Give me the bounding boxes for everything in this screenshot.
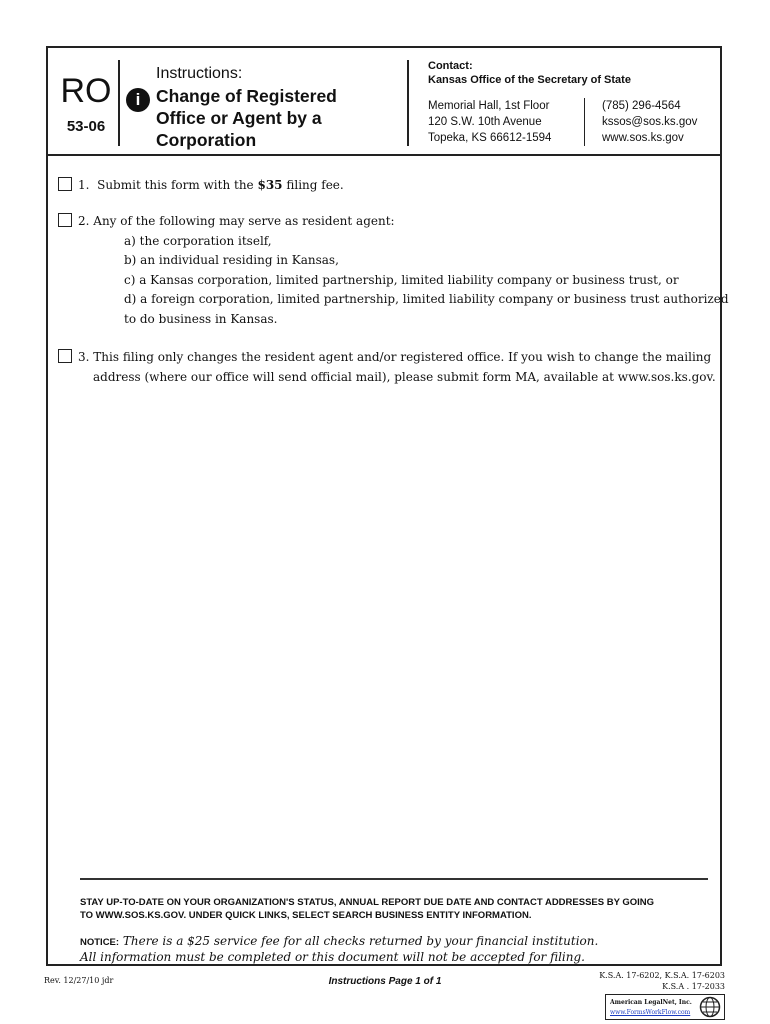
notice xyxy=(80,934,680,964)
instruction-item-1 xyxy=(58,176,708,198)
contact-label: Contact: xyxy=(428,60,473,72)
page-number: Instructions Page 1 of 1 xyxy=(328,976,442,987)
notice-label: NOTICE: xyxy=(80,937,120,948)
form-title-line: Office or Agent by a xyxy=(156,108,322,128)
agent-option: a) the corporation itself, xyxy=(124,233,272,248)
publisher-name: American LegalNet, Inc. xyxy=(610,999,692,1006)
statute-line: K.S.A . 17-2033 xyxy=(662,982,725,991)
statute-line: K.S.A. 17-6202, K.S.A. 17-6203 xyxy=(599,971,725,980)
form-frame xyxy=(46,46,729,966)
form-header xyxy=(48,48,720,156)
address-line: Topeka, KS 66612-1594 xyxy=(428,132,552,144)
instruction-item-2 xyxy=(58,212,729,332)
header-divider xyxy=(118,60,120,146)
form-title xyxy=(156,85,396,151)
agent-option: b) an individual residing in Kansas, xyxy=(124,253,339,267)
item-2-heading: 2. Any of the following may serve as resident agent: xyxy=(78,214,395,228)
header-divider xyxy=(407,60,409,146)
stay-line: TO WWW.SOS.KS.GOV. UNDER QUICK LINKS, SELECT SEARCH BUSINESS ENTITY INFORMATION. xyxy=(80,910,532,921)
form-number: 53-06 xyxy=(66,118,106,135)
notice-line: All information must be completed or this document will not be accepted for filing. xyxy=(80,950,585,964)
contact-address xyxy=(428,98,551,146)
agent-option: d) a foreign corporation, limited partnership, limited liability company or business trust authorized xyxy=(124,292,729,306)
agent-option: c) a Kansas corporation, limited partnership, limited liability company or business trust, or xyxy=(124,272,679,287)
globe-icon xyxy=(699,996,721,1018)
instructions-label: Instructions: xyxy=(156,65,243,82)
contact-website: www.sos.ks.gov xyxy=(602,132,684,144)
agent-option: to do business in Kansas. xyxy=(124,311,278,326)
item-3-line: address (where our office will send official mail), please submit form MA, available at www.sos.ks.gov. xyxy=(93,369,716,384)
item-number: 1. xyxy=(78,178,90,192)
info-icon: i xyxy=(126,88,150,112)
form-code: RO xyxy=(60,72,112,110)
item-1-checkbox[interactable] xyxy=(58,177,72,191)
stay-up-to-date-notice xyxy=(80,896,720,922)
revision-date: Rev. 12/27/10 jdr xyxy=(44,976,114,985)
stay-line: STAY UP-TO-DATE ON YOUR ORGANIZATION'S STATUS, ANNUAL REPORT DUE DATE AND CONTACT ADDRESSES BY GOING xyxy=(80,897,655,908)
address-line: Memorial Hall, 1st Floor xyxy=(428,100,550,112)
contact-phone: (785) 296-4564 xyxy=(602,100,681,112)
item-3-text xyxy=(78,348,716,387)
footer-divider xyxy=(80,878,708,880)
item-text-pre: Submit this form with the xyxy=(97,178,258,192)
notice-line: NOTICE: There is a $25 service fee for all checks returned by your financial institution. xyxy=(80,934,599,948)
form-title-line: Change of Registered xyxy=(156,86,337,106)
contact-email: kssos@sos.ks.gov xyxy=(602,116,698,128)
publisher-badge[interactable] xyxy=(605,994,725,1020)
item-1-text xyxy=(78,176,344,196)
filing-fee: $35 xyxy=(257,178,283,192)
item-text-post: filing fee. xyxy=(282,178,344,192)
contact-divider xyxy=(584,98,585,146)
item-2-checkbox[interactable] xyxy=(58,213,72,227)
form-title-line: Corporation xyxy=(156,130,257,150)
statute-references xyxy=(599,970,725,992)
contact-details xyxy=(602,98,697,146)
item-number: 3. xyxy=(78,350,90,364)
item-2-text xyxy=(78,212,729,329)
contact-organization: Kansas Office of the Secretary of State xyxy=(428,74,631,86)
item-number: 2. xyxy=(78,214,90,228)
publisher-link[interactable]: www.FormsWorkFlow.com xyxy=(610,1009,691,1016)
item-3-line: 3. This filing only changes the resident agent and/or registered office. If you wish to change the mailing xyxy=(78,350,712,364)
instruction-item-3 xyxy=(58,348,716,392)
address-line: 120 S.W. 10th Avenue xyxy=(428,116,542,128)
item-3-checkbox[interactable] xyxy=(58,349,72,363)
